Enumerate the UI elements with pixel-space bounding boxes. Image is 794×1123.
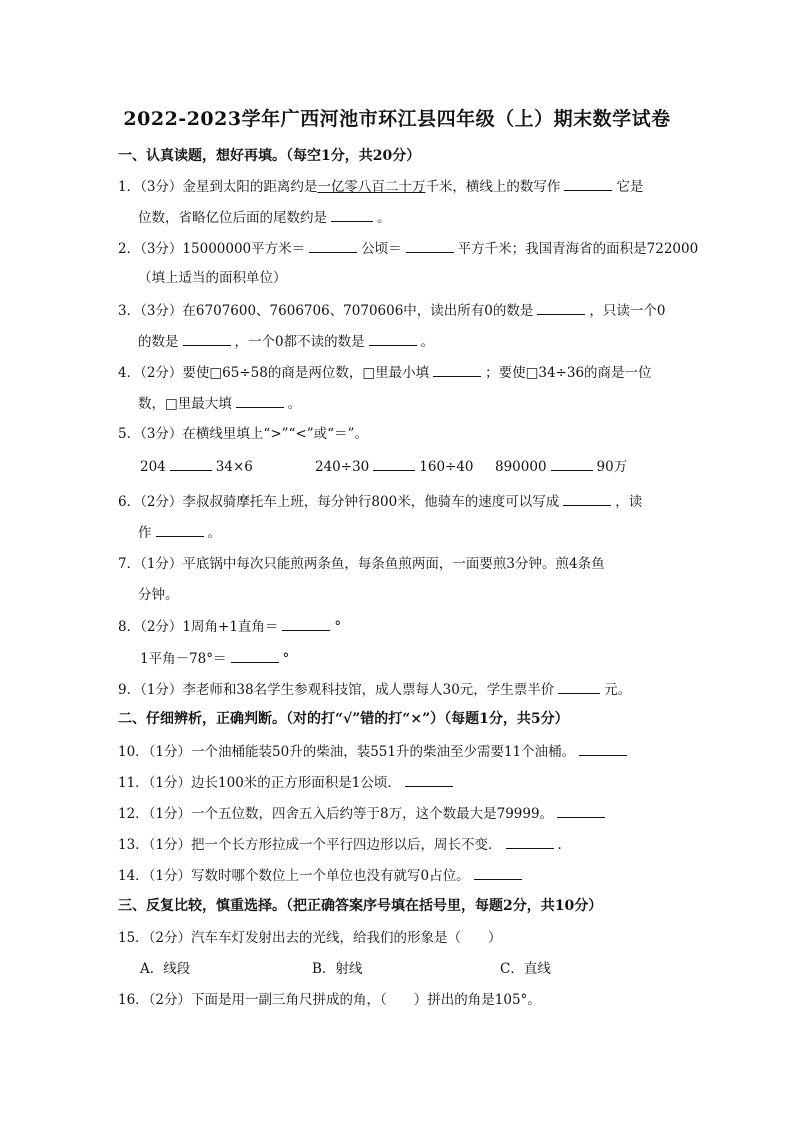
- answer-blank[interactable]: [183, 331, 231, 346]
- answer-blank[interactable]: [474, 865, 522, 880]
- compare-pair-3: 890000 90万: [495, 456, 627, 477]
- question-3-cont: 的数是 ，一个0都不读的数是 。: [138, 331, 434, 352]
- option-c[interactable]: C．直线: [500, 961, 551, 977]
- answer-blank[interactable]: [406, 238, 454, 253]
- section-3-heading: 三、反复比较，慎重选择。（把正确答案序号填在括号里，每题2分，共10分）: [118, 898, 603, 914]
- question-13: 13．（1分）把一个长方形拉成一个平行四边形以后，周长不变． .: [118, 834, 562, 855]
- answer-blank[interactable]: [506, 834, 554, 849]
- question-15: 15．（2分）汽车车灯发射出去的光线，给我们的形象是（ ）: [118, 930, 502, 946]
- answer-blank[interactable]: [231, 648, 279, 663]
- option-a[interactable]: A．线段: [140, 961, 191, 977]
- answer-blank[interactable]: [579, 741, 627, 756]
- answer-blank[interactable]: [558, 679, 600, 694]
- question-11: 11．（1分）边长100米的正方形面积是1公顷．: [118, 772, 457, 793]
- page-title: 2022-2023学年广西河池市环江县四年级（上）期末数学试卷: [123, 108, 671, 130]
- answer-blank[interactable]: [563, 491, 611, 506]
- question-12: 12．（1分）一个五位数，四舍五入后约等于8万，这个数最大是79999。: [118, 803, 609, 824]
- compare-pair-1: 204 34×6: [140, 456, 253, 477]
- question-4: 4．（2分）要使□65÷58的商是两位数，□里最小填 ；要使□34÷36的商是一位: [118, 362, 652, 383]
- answer-blank[interactable]: [564, 176, 612, 191]
- answer-blank[interactable]: [537, 300, 585, 315]
- question-1: 1．（3分）金星到太阳的距离约是一亿零八百二十万千米，横线上的数写作 它是: [118, 176, 643, 197]
- question-4-cont: 数，□里最大填 。: [138, 393, 301, 414]
- question-8-cont: 1平角－78°＝ °: [140, 648, 289, 669]
- answer-blank[interactable]: [236, 393, 284, 408]
- question-1-cont: 位数，省略亿位后面的尾数约是 。: [138, 207, 391, 228]
- question-2-cont: （填上适当的面积单位）: [138, 270, 287, 286]
- question-8: 8．（2分）1周角+1直角＝ °: [118, 616, 341, 637]
- section-2-heading: 二、仔细辨析，正确判断。（对的打“√”错的打“×”）（每题1分，共5分）: [118, 711, 569, 727]
- question-6-cont: 作 。: [138, 522, 221, 543]
- option-b[interactable]: B．射线: [312, 961, 363, 977]
- answer-blank[interactable]: [557, 803, 605, 818]
- question-10: 10．（1分）一个油桶能装50升的柴油，装551升的柴油至少需要11个油桶。: [118, 741, 631, 762]
- underlined-phrase: 一亿零八百二十万: [317, 179, 426, 195]
- answer-blank[interactable]: [373, 456, 415, 471]
- answer-blank[interactable]: [156, 522, 204, 537]
- question-7-cont: 分钟。: [138, 587, 179, 603]
- section-1-heading: 一、认真读题，想好再填。（每空1分，共20分）: [118, 148, 421, 164]
- answer-blank[interactable]: [433, 362, 481, 377]
- answer-blank[interactable]: [551, 456, 593, 471]
- question-2: 2．（3分）15000000平方米＝ 公顷＝ 平方千米；我国青海省的面积是722000: [118, 238, 698, 259]
- question-3: 3．（3分）在6707600、7606706、7070606中，读出所有0的数是 ，只读一个0: [118, 300, 665, 321]
- compare-pair-2: 240÷30 160÷40: [315, 456, 474, 477]
- answer-blank[interactable]: [170, 456, 212, 471]
- answer-blank[interactable]: [282, 616, 330, 631]
- question-6: 6．（2分）李叔叔骑摩托车上班，每分钟行800米，他骑车的速度可以写成 ，读: [118, 491, 642, 512]
- answer-blank[interactable]: [405, 772, 453, 787]
- answer-blank[interactable]: [331, 207, 373, 222]
- question-9: 9．（1分）李老师和38名学生参观科技馆，成人票每人30元，学生票半价 元。: [118, 679, 631, 700]
- question-5: 5．（3分）在横线里填上“>”“<”或“＝”。: [118, 426, 368, 442]
- question-14: 14．（1分）写数时哪个数位上一个单位也没有就写0占位。: [118, 865, 526, 886]
- answer-blank[interactable]: [309, 238, 357, 253]
- question-16: 16．（2分）下面是用一副三角尺拼成的角，（ ）拼出的角是105°。: [118, 992, 541, 1008]
- question-7: 7．（1分）平底锅中每次只能煎两条鱼，每条鱼煎两面，一面要煎3分钟。煎4条鱼: [118, 556, 605, 572]
- answer-blank[interactable]: [369, 331, 417, 346]
